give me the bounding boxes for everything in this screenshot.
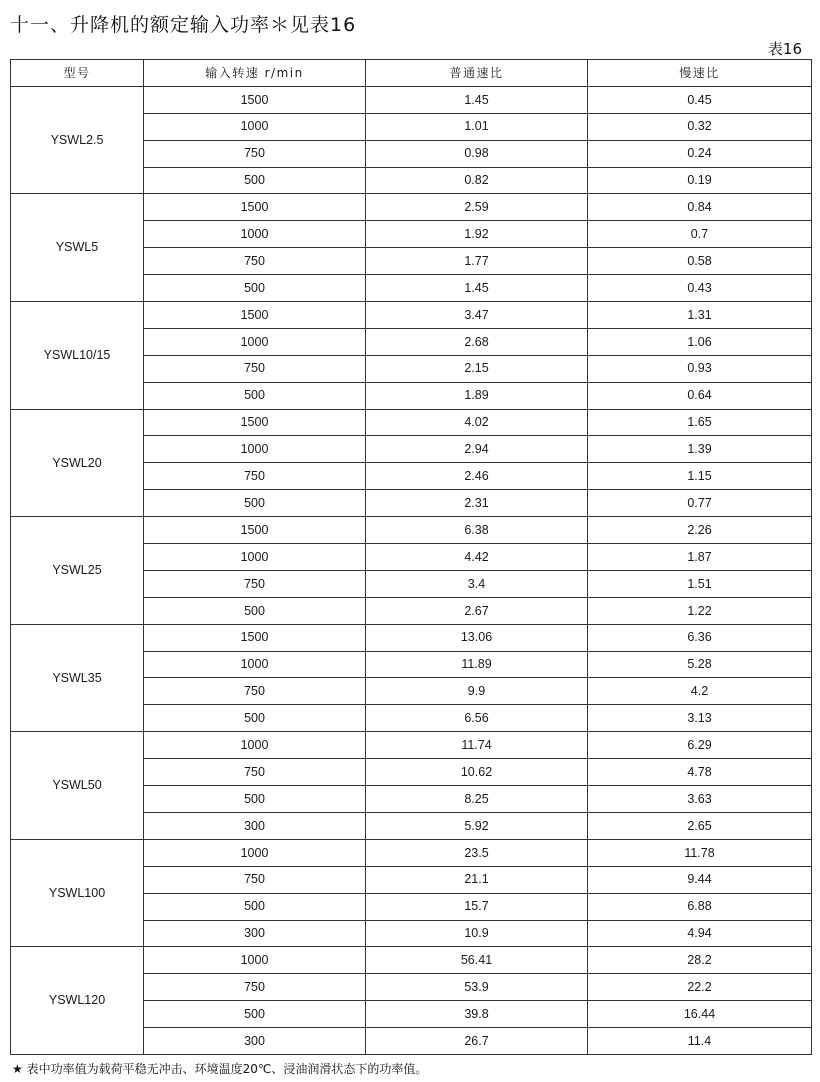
normal-ratio-cell: 6.56 [366, 705, 588, 732]
normal-ratio-cell: 56.41 [366, 947, 588, 974]
input-speed-cell: 1000 [144, 436, 366, 463]
normal-ratio-cell: 39.8 [366, 1001, 588, 1028]
table-row [11, 624, 812, 651]
input-speed-cell: 1500 [144, 409, 366, 436]
input-speed-cell: 300 [144, 812, 366, 839]
input-speed-cell: 500 [144, 786, 366, 813]
slow-ratio-cell: 16.44 [588, 1001, 812, 1028]
slow-ratio-cell: 0.43 [588, 275, 812, 302]
normal-ratio-cell: 13.06 [366, 624, 588, 651]
input-speed-cell: 1000 [144, 328, 366, 355]
slow-ratio-cell: 28.2 [588, 947, 812, 974]
normal-ratio-cell: 2.67 [366, 597, 588, 624]
slow-ratio-cell: 1.31 [588, 302, 812, 329]
slow-ratio-cell: 0.58 [588, 248, 812, 275]
slow-ratio-cell: 6.36 [588, 624, 812, 651]
input-speed-cell: 1000 [144, 651, 366, 678]
normal-ratio-cell: 11.74 [366, 732, 588, 759]
input-speed-cell: 1000 [144, 113, 366, 140]
normal-ratio-cell: 9.9 [366, 678, 588, 705]
slow-ratio-cell: 0.84 [588, 194, 812, 221]
input-speed-cell: 500 [144, 893, 366, 920]
input-speed-cell: 1500 [144, 517, 366, 544]
normal-ratio-cell: 2.46 [366, 463, 588, 490]
slow-ratio-cell: 0.19 [588, 167, 812, 194]
slow-ratio-cell: 3.13 [588, 705, 812, 732]
model-cell: YSWL120 [11, 947, 144, 1055]
input-speed-cell: 750 [144, 759, 366, 786]
input-speed-cell: 1000 [144, 732, 366, 759]
normal-ratio-cell: 4.02 [366, 409, 588, 436]
slow-ratio-cell: 1.87 [588, 544, 812, 571]
table-row [11, 194, 812, 221]
normal-ratio-cell: 6.38 [366, 517, 588, 544]
normal-ratio-cell: 1.01 [366, 113, 588, 140]
input-speed-cell: 500 [144, 705, 366, 732]
slow-ratio-cell: 0.77 [588, 490, 812, 517]
model-cell: YSWL50 [11, 732, 144, 840]
model-cell: YSWL35 [11, 624, 144, 732]
slow-ratio-cell: 1.06 [588, 328, 812, 355]
input-speed-cell: 750 [144, 355, 366, 382]
input-speed-cell: 500 [144, 275, 366, 302]
normal-ratio-cell: 2.15 [366, 355, 588, 382]
slow-ratio-cell: 6.88 [588, 893, 812, 920]
slow-ratio-cell: 1.39 [588, 436, 812, 463]
normal-ratio-cell: 11.89 [366, 651, 588, 678]
slow-ratio-cell: 11.4 [588, 1028, 812, 1055]
normal-ratio-cell: 3.4 [366, 570, 588, 597]
slow-ratio-cell: 0.93 [588, 355, 812, 382]
normal-ratio-cell: 5.92 [366, 812, 588, 839]
slow-ratio-cell: 2.65 [588, 812, 812, 839]
table-row [11, 409, 812, 436]
slow-ratio-cell: 0.45 [588, 86, 812, 113]
input-speed-cell: 500 [144, 490, 366, 517]
input-speed-cell: 750 [144, 570, 366, 597]
input-speed-cell: 300 [144, 1028, 366, 1055]
normal-ratio-cell: 2.59 [366, 194, 588, 221]
slow-ratio-cell: 1.65 [588, 409, 812, 436]
slow-ratio-cell: 0.24 [588, 140, 812, 167]
header-model: 型号 [11, 60, 144, 87]
normal-ratio-cell: 2.68 [366, 328, 588, 355]
input-speed-cell: 1500 [144, 86, 366, 113]
input-speed-cell: 1500 [144, 194, 366, 221]
header-normal-ratio: 普通速比 [366, 60, 588, 87]
table-row [11, 517, 812, 544]
model-cell: YSWL5 [11, 194, 144, 302]
input-speed-cell: 500 [144, 1001, 366, 1028]
table-label: 表16 [767, 40, 802, 58]
power-rating-table [10, 59, 812, 1055]
input-speed-cell: 1500 [144, 302, 366, 329]
slow-ratio-cell: 2.26 [588, 517, 812, 544]
input-speed-cell: 750 [144, 866, 366, 893]
slow-ratio-cell: 1.22 [588, 597, 812, 624]
slow-ratio-cell: 4.94 [588, 920, 812, 947]
normal-ratio-cell: 53.9 [366, 974, 588, 1001]
input-speed-cell: 500 [144, 167, 366, 194]
input-speed-cell: 500 [144, 382, 366, 409]
normal-ratio-cell: 1.89 [366, 382, 588, 409]
slow-ratio-cell: 11.78 [588, 839, 812, 866]
table-header-row [11, 60, 812, 87]
table-row [11, 732, 812, 759]
slow-ratio-cell: 9.44 [588, 866, 812, 893]
normal-ratio-cell: 2.94 [366, 436, 588, 463]
header-slow-ratio: 慢速比 [588, 60, 812, 87]
slow-ratio-cell: 0.64 [588, 382, 812, 409]
input-speed-cell: 1000 [144, 947, 366, 974]
normal-ratio-cell: 8.25 [366, 786, 588, 813]
slow-ratio-cell: 1.51 [588, 570, 812, 597]
input-speed-cell: 300 [144, 920, 366, 947]
input-speed-cell: 750 [144, 140, 366, 167]
input-speed-cell: 500 [144, 597, 366, 624]
normal-ratio-cell: 4.42 [366, 544, 588, 571]
input-speed-cell: 1000 [144, 839, 366, 866]
input-speed-cell: 750 [144, 463, 366, 490]
slow-ratio-cell: 3.63 [588, 786, 812, 813]
normal-ratio-cell: 1.77 [366, 248, 588, 275]
normal-ratio-cell: 23.5 [366, 839, 588, 866]
slow-ratio-cell: 0.7 [588, 221, 812, 248]
table-row [11, 947, 812, 974]
footnote: ★ 表中功率值为载荷平稳无冲击、环境温度20℃、浸油润滑状态下的功率值。 [12, 1062, 428, 1076]
header-input-speed: 输入转速 r/min [144, 60, 366, 87]
slow-ratio-cell: 4.2 [588, 678, 812, 705]
input-speed-cell: 1000 [144, 544, 366, 571]
normal-ratio-cell: 21.1 [366, 866, 588, 893]
normal-ratio-cell: 0.98 [366, 140, 588, 167]
model-cell: YSWL10/15 [11, 302, 144, 410]
slow-ratio-cell: 5.28 [588, 651, 812, 678]
input-speed-cell: 1000 [144, 221, 366, 248]
normal-ratio-cell: 1.45 [366, 86, 588, 113]
table-body [11, 86, 812, 1054]
slow-ratio-cell: 22.2 [588, 974, 812, 1001]
normal-ratio-cell: 1.92 [366, 221, 588, 248]
normal-ratio-cell: 10.62 [366, 759, 588, 786]
input-speed-cell: 1500 [144, 624, 366, 651]
normal-ratio-cell: 2.31 [366, 490, 588, 517]
input-speed-cell: 750 [144, 974, 366, 1001]
model-cell: YSWL25 [11, 517, 144, 625]
normal-ratio-cell: 15.7 [366, 893, 588, 920]
model-cell: YSWL2.5 [11, 86, 144, 194]
slow-ratio-cell: 0.32 [588, 113, 812, 140]
page-title: 十一、升降机的额定输入功率＊见表16 [10, 14, 357, 36]
input-speed-cell: 750 [144, 248, 366, 275]
input-speed-cell: 750 [144, 678, 366, 705]
normal-ratio-cell: 10.9 [366, 920, 588, 947]
normal-ratio-cell: 0.82 [366, 167, 588, 194]
normal-ratio-cell: 1.45 [366, 275, 588, 302]
normal-ratio-cell: 3.47 [366, 302, 588, 329]
model-cell: YSWL100 [11, 839, 144, 947]
slow-ratio-cell: 6.29 [588, 732, 812, 759]
slow-ratio-cell: 4.78 [588, 759, 812, 786]
table-row [11, 302, 812, 329]
table-row [11, 839, 812, 866]
table-row [11, 86, 812, 113]
slow-ratio-cell: 1.15 [588, 463, 812, 490]
normal-ratio-cell: 26.7 [366, 1028, 588, 1055]
model-cell: YSWL20 [11, 409, 144, 517]
